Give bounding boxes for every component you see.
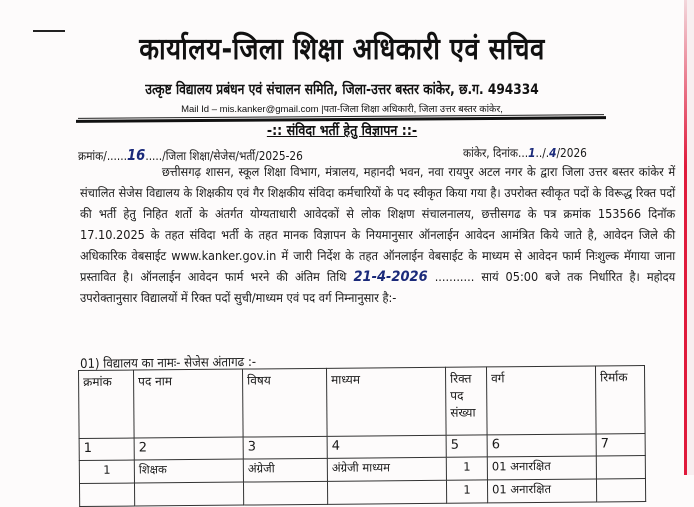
col-num: 6 — [487, 434, 596, 457]
date-prefix: कांकेर, दिनांक... — [463, 146, 529, 160]
reference-suffix: ...../जिला शिक्षा/सेजेस/भर्ती/2025-26 — [145, 149, 303, 163]
reference-number-handwritten: 16 — [126, 146, 146, 164]
school-name-label: 01) विद्यालय का नामः- सेजेस अंतागढ :- — [80, 354, 257, 372]
col-num: 1 — [79, 438, 134, 460]
advertisement-heading: -:: संविदा भर्ती हेतु विज्ञापन ::- — [266, 123, 418, 139]
col-num: 4 — [327, 435, 446, 458]
cell-subject — [243, 481, 327, 505]
cell-medium — [327, 480, 446, 504]
contact-line: Mail Id – mis.kanker@gmail.com |पता-जिला शिक्षा अधिकारी, जिला उत्तर बस्तर कांकेर, — [181, 104, 503, 115]
body-text-part1: छत्तीसगढ़ शासन, स्कूल शिक्षा विभाग, मंत्रालय, महानदी भवन, नवा रायपुर अटल नगर के द्वारा जिला उत्तर बस्तर कांकेर में संचालित सेजेस विद्यालय के शिक्षकीय एवं गैर शिक्षकीय संविदा कर्मचारियों के पद स्वीकृत किया गया है। उपरोक्त स्वीकृत पदों के विरूद्ध रिक्त पदों की भर्ती हेतु निहित शर्तो के अंतर्गत योग्यताधारी आवेदकों से लोक शिक्षण संचालनालय, छत्तीसगढ के पत्र क्रमांक 153566 दिनॉक 17.10.2025 के तहत संविदा भर्ती के तहत मानक विज्ञापन के नियमानुसार ऑनलाईन आवेदन आमंत्रित किये जाते है, आवेदन जिले की अधिकारिक वेबसाईट www.kanker.gov.in में जारी निर्देश के तहत ऑनलाईन वेबसाईट के माध्यम से आवेदन फार्म निःशुल्क मॅगाया जाना प्रस्तावित है। ऑनलाईन आवेदन फार्म भरने की अंतिम तिथि — [80, 165, 676, 284]
body-text-part2: ........... सायं 05:00 बजे तक निर्धारित है। महोदय उपरोक्तानुसार विद्यालयों में रिक्त पदों सुची/माध्यम एवं पद वर्ग निम्नानुसार है:- — [80, 270, 676, 305]
date-year: /2026 — [556, 146, 587, 160]
header-serial: क्रमांक — [79, 370, 135, 438]
cell-category: 01 अनारक्षित — [487, 456, 596, 480]
header-medium: माध्यम — [326, 367, 446, 436]
date-day-handwritten: 1 — [528, 146, 536, 160]
table-header-row — [79, 366, 646, 439]
cell-post-name: शिक्षक — [134, 459, 243, 483]
header-vacancy-count: रिक्त पद संख्या — [445, 367, 487, 435]
header-post-name: पद नाम — [134, 369, 244, 438]
office-subtitle: उत्कृष्ट विद्यालय प्रबंधन एवं संचालन समिति, जिला-उत्तर बस्तर कांकेर, छ.ग. 494334 — [145, 82, 539, 98]
body-paragraph — [80, 162, 675, 309]
reference-prefix: क्रमांक/...... — [78, 149, 127, 163]
cell-subject: अंग्रेजी — [243, 458, 327, 482]
table-row — [79, 479, 645, 507]
col-num: 3 — [243, 436, 327, 459]
cell-serial — [79, 483, 134, 506]
cell-remark — [596, 479, 645, 502]
cell-medium: अंग्रेजी माध्यम — [327, 457, 446, 481]
date-separator: ../. — [535, 146, 550, 160]
col-num: 5 — [446, 435, 487, 457]
cell-vacancy-count: 1 — [446, 457, 487, 480]
office-title: कार्यालय-जिला शिक्षा अधिकारी एवं सचिव — [139, 32, 545, 67]
cell-remark — [596, 456, 645, 479]
header-subject: विषय — [242, 368, 327, 437]
page-edge-shadow — [687, 0, 694, 475]
cell-category: 01 अनारक्षित — [487, 479, 596, 503]
last-date-handwritten: 21-4-2026 — [353, 269, 428, 285]
header-category: वर्ग — [486, 366, 596, 435]
header-remark: रिर्माक — [595, 366, 645, 434]
date-line — [463, 144, 587, 161]
cell-post-name — [134, 482, 243, 506]
vacancy-table — [78, 365, 646, 507]
cell-vacancy-count: 1 — [446, 480, 487, 503]
col-num: 2 — [134, 437, 243, 460]
cell-serial: 1 — [79, 460, 134, 483]
col-num: 7 — [596, 434, 645, 456]
date-month-handwritten: 4 — [549, 146, 557, 160]
